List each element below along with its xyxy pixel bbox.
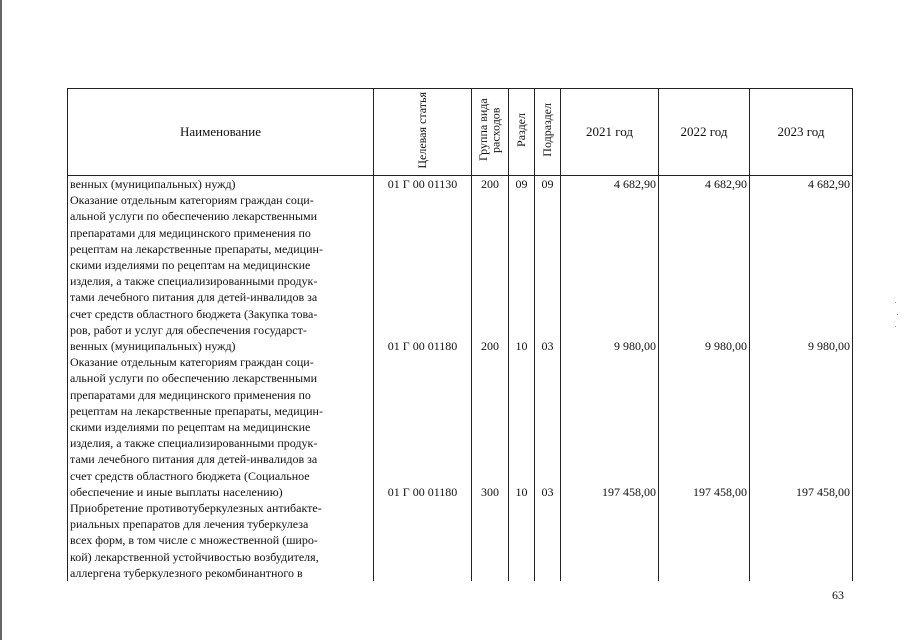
amount-2022-cell xyxy=(659,451,750,467)
subsection-cell xyxy=(535,257,561,273)
amount-2022-cell xyxy=(659,549,750,565)
table-row-line xyxy=(68,468,853,484)
table-row-line xyxy=(68,516,853,532)
table-row-line xyxy=(68,176,853,193)
amount-2022-cell xyxy=(659,289,750,305)
expense-group-cell xyxy=(472,208,509,224)
name-cell: изделия, а также специализированными продук- xyxy=(68,435,374,451)
subsection-cell xyxy=(535,306,561,322)
name-cell: рецептам на лекарственные препараты, медицин- xyxy=(68,241,374,257)
name-cell: Приобретение противотуберкулезных антибакте- xyxy=(68,500,374,516)
target-article-cell xyxy=(374,273,472,289)
expense-group-cell: 200 xyxy=(472,176,509,193)
amount-2023-cell xyxy=(750,192,853,208)
expense-group-cell xyxy=(472,500,509,516)
amount-2021-cell: 197 458,00 xyxy=(561,484,659,500)
amount-2021-cell xyxy=(561,549,659,565)
name-cell: скими изделиями по рецептам на медицинские xyxy=(68,257,374,273)
target-article-cell xyxy=(374,322,472,338)
table-row-line xyxy=(68,225,853,241)
expense-group-cell xyxy=(472,403,509,419)
name-cell: риальных препаратов для лечения туберкулеза xyxy=(68,516,374,532)
table-row-line xyxy=(68,484,853,500)
amount-2023-cell xyxy=(750,289,853,305)
amount-2022-cell: 197 458,00 xyxy=(659,484,750,500)
expense-group-cell xyxy=(472,289,509,305)
name-cell: препаратами для медицинского применения по xyxy=(68,225,374,241)
amount-2022-cell xyxy=(659,354,750,370)
subsection-cell xyxy=(535,549,561,565)
table-row-line xyxy=(68,322,853,338)
amount-2023-cell xyxy=(750,435,853,451)
amount-2022-cell: 4 682,90 xyxy=(659,176,750,193)
table-row-line xyxy=(68,273,853,289)
target-article-cell xyxy=(374,403,472,419)
table-row-line xyxy=(68,338,853,354)
subsection-cell xyxy=(535,322,561,338)
subsection-cell xyxy=(535,370,561,386)
amount-2023-cell xyxy=(750,403,853,419)
section-cell: 09 xyxy=(509,176,535,193)
name-cell: изделия, а также специализированными продук- xyxy=(68,273,374,289)
amount-2023-cell xyxy=(750,273,853,289)
subsection-cell xyxy=(535,387,561,403)
target-article-cell: 01 Г 00 01130 xyxy=(374,176,472,193)
amount-2021-cell xyxy=(561,468,659,484)
table-row-line xyxy=(68,565,853,581)
header-2021: 2021 год xyxy=(561,89,659,176)
name-cell: ров, работ и услуг для обеспечения государст- xyxy=(68,322,374,338)
expense-group-cell xyxy=(472,451,509,467)
table-row-line xyxy=(68,403,853,419)
target-article-cell: 01 Г 00 01180 xyxy=(374,484,472,500)
name-cell: альной услуги по обеспечению лекарственными xyxy=(68,208,374,224)
expense-group-cell xyxy=(472,419,509,435)
header-group-label: Группа вида расходов xyxy=(476,98,503,162)
table-row-line xyxy=(68,451,853,467)
target-article-cell xyxy=(374,451,472,467)
table-row-line xyxy=(68,306,853,322)
target-article-cell xyxy=(374,532,472,548)
header-2022: 2022 год xyxy=(659,89,750,176)
expense-group-cell xyxy=(472,322,509,338)
amount-2023-cell xyxy=(750,225,853,241)
section-cell xyxy=(509,403,535,419)
scan-specks xyxy=(895,300,899,330)
target-article-cell xyxy=(374,306,472,322)
section-cell xyxy=(509,273,535,289)
section-cell xyxy=(509,451,535,467)
name-cell: Оказание отдельным категориям граждан соци- xyxy=(68,192,374,208)
table-row-line xyxy=(68,208,853,224)
target-article-cell xyxy=(374,516,472,532)
subsection-cell xyxy=(535,225,561,241)
header-2023: 2023 год xyxy=(750,89,853,176)
amount-2023-cell xyxy=(750,370,853,386)
target-article-cell xyxy=(374,419,472,435)
expense-group-cell xyxy=(472,387,509,403)
subsection-cell xyxy=(535,419,561,435)
section-cell xyxy=(509,532,535,548)
amount-2022-cell: 9 980,00 xyxy=(659,338,750,354)
header-section xyxy=(509,89,535,176)
amount-2023-cell xyxy=(750,516,853,532)
name-cell: препаратами для медицинского применения по xyxy=(68,387,374,403)
subsection-cell xyxy=(535,241,561,257)
subsection-cell xyxy=(535,273,561,289)
amount-2021-cell xyxy=(561,257,659,273)
subsection-cell xyxy=(535,435,561,451)
name-cell: обеспечение и иные выплаты населению) xyxy=(68,484,374,500)
amount-2021-cell xyxy=(561,419,659,435)
expense-group-cell xyxy=(472,225,509,241)
amount-2022-cell xyxy=(659,468,750,484)
section-cell xyxy=(509,549,535,565)
table-row-line xyxy=(68,500,853,516)
expense-group-cell xyxy=(472,468,509,484)
name-cell: рецептам на лекарственные препараты, медицин- xyxy=(68,403,374,419)
amount-2021-cell xyxy=(561,354,659,370)
expense-group-cell xyxy=(472,565,509,581)
table-row-line xyxy=(68,532,853,548)
expense-group-cell xyxy=(472,516,509,532)
amount-2023-cell xyxy=(750,468,853,484)
amount-2023-cell xyxy=(750,208,853,224)
expense-group-cell xyxy=(472,354,509,370)
amount-2021-cell xyxy=(561,289,659,305)
header-target-article xyxy=(374,89,472,176)
amount-2023-cell: 4 682,90 xyxy=(750,176,853,193)
page-number: 63 xyxy=(832,588,844,602)
section-cell xyxy=(509,500,535,516)
amount-2021-cell xyxy=(561,241,659,257)
target-article-cell xyxy=(374,565,472,581)
target-article-cell xyxy=(374,225,472,241)
amount-2023-cell xyxy=(750,257,853,273)
section-cell xyxy=(509,354,535,370)
name-cell: венных (муниципальных) нужд) xyxy=(68,338,374,354)
expense-group-cell: 200 xyxy=(472,338,509,354)
amount-2022-cell xyxy=(659,273,750,289)
target-article-cell xyxy=(374,289,472,305)
subsection-cell: 03 xyxy=(535,484,561,500)
expense-group-cell xyxy=(472,549,509,565)
amount-2021-cell: 9 980,00 xyxy=(561,338,659,354)
name-cell: тами лечебного питания для детей-инвалидов за xyxy=(68,451,374,467)
amount-2023-cell xyxy=(750,322,853,338)
table-row-line xyxy=(68,354,853,370)
name-cell: кой) лекарственной устойчивостью возбудителя, xyxy=(68,549,374,565)
amount-2021-cell xyxy=(561,306,659,322)
amount-2022-cell xyxy=(659,322,750,338)
subsection-cell xyxy=(535,208,561,224)
expense-group-cell xyxy=(472,306,509,322)
section-cell xyxy=(509,435,535,451)
section-cell xyxy=(509,468,535,484)
scan-edge xyxy=(0,0,2,640)
amount-2023-cell xyxy=(750,354,853,370)
table-row-line xyxy=(68,370,853,386)
target-article-cell xyxy=(374,435,472,451)
amount-2023-cell: 197 458,00 xyxy=(750,484,853,500)
section-cell xyxy=(509,370,535,386)
subsection-cell: 09 xyxy=(535,176,561,193)
target-article-cell xyxy=(374,208,472,224)
amount-2022-cell xyxy=(659,532,750,548)
expense-group-cell xyxy=(472,192,509,208)
header-row xyxy=(68,89,853,176)
amount-2021-cell xyxy=(561,451,659,467)
header-subsection xyxy=(535,89,561,176)
amount-2022-cell xyxy=(659,306,750,322)
budget-table xyxy=(67,88,853,581)
section-cell xyxy=(509,387,535,403)
amount-2022-cell xyxy=(659,500,750,516)
amount-2022-cell xyxy=(659,241,750,257)
target-article-cell xyxy=(374,549,472,565)
amount-2021-cell: 4 682,90 xyxy=(561,176,659,193)
amount-2023-cell xyxy=(750,565,853,581)
amount-2022-cell xyxy=(659,208,750,224)
subsection-cell xyxy=(535,289,561,305)
amount-2022-cell xyxy=(659,257,750,273)
subsection-cell xyxy=(535,192,561,208)
section-cell xyxy=(509,289,535,305)
amount-2021-cell xyxy=(561,387,659,403)
amount-2023-cell xyxy=(750,549,853,565)
subsection-cell xyxy=(535,516,561,532)
section-cell: 10 xyxy=(509,484,535,500)
section-cell xyxy=(509,419,535,435)
name-cell: аллергена туберкулезного рекомбинантного в xyxy=(68,565,374,581)
amount-2021-cell xyxy=(561,516,659,532)
amount-2021-cell xyxy=(561,403,659,419)
table-row-line xyxy=(68,387,853,403)
expense-group-cell: 300 xyxy=(472,484,509,500)
subsection-cell xyxy=(535,451,561,467)
subsection-cell xyxy=(535,565,561,581)
amount-2022-cell xyxy=(659,435,750,451)
amount-2021-cell xyxy=(561,192,659,208)
amount-2022-cell xyxy=(659,370,750,386)
subsection-cell xyxy=(535,468,561,484)
target-article-cell xyxy=(374,241,472,257)
target-article-cell xyxy=(374,192,472,208)
amount-2021-cell xyxy=(561,565,659,581)
amount-2021-cell xyxy=(561,225,659,241)
section-cell xyxy=(509,225,535,241)
table-row-line xyxy=(68,257,853,273)
section-cell xyxy=(509,565,535,581)
section-cell xyxy=(509,208,535,224)
target-article-cell xyxy=(374,468,472,484)
expense-group-cell xyxy=(472,241,509,257)
subsection-cell xyxy=(535,403,561,419)
amount-2021-cell xyxy=(561,532,659,548)
amount-2023-cell xyxy=(750,306,853,322)
table-row-line xyxy=(68,435,853,451)
table-row-line xyxy=(68,241,853,257)
amount-2023-cell xyxy=(750,241,853,257)
section-cell xyxy=(509,257,535,273)
amount-2023-cell: 9 980,00 xyxy=(750,338,853,354)
table-row-line xyxy=(68,419,853,435)
header-section-label: Раздел xyxy=(514,113,529,147)
amount-2021-cell xyxy=(561,273,659,289)
subsection-cell: 03 xyxy=(535,338,561,354)
amount-2021-cell xyxy=(561,208,659,224)
section-cell: 10 xyxy=(509,338,535,354)
target-article-cell xyxy=(374,354,472,370)
header-expense-group xyxy=(472,89,509,176)
subsection-cell xyxy=(535,354,561,370)
amount-2022-cell xyxy=(659,419,750,435)
table-row-line xyxy=(68,549,853,565)
amount-2022-cell xyxy=(659,192,750,208)
expense-group-cell xyxy=(472,257,509,273)
target-article-cell xyxy=(374,257,472,273)
section-cell xyxy=(509,241,535,257)
section-cell xyxy=(509,306,535,322)
table-row-line xyxy=(68,289,853,305)
header-name: Наименование xyxy=(68,89,374,176)
amount-2022-cell xyxy=(659,403,750,419)
amount-2021-cell xyxy=(561,435,659,451)
target-article-cell xyxy=(374,500,472,516)
expense-group-cell xyxy=(472,370,509,386)
subsection-cell xyxy=(535,500,561,516)
amount-2023-cell xyxy=(750,500,853,516)
expense-group-cell xyxy=(472,532,509,548)
section-cell xyxy=(509,192,535,208)
amount-2023-cell xyxy=(750,419,853,435)
amount-2023-cell xyxy=(750,532,853,548)
amount-2021-cell xyxy=(561,370,659,386)
amount-2022-cell xyxy=(659,516,750,532)
amount-2021-cell xyxy=(561,322,659,338)
table-row-line xyxy=(68,192,853,208)
name-cell: тами лечебного питания для детей-инвалидов за xyxy=(68,289,374,305)
amount-2023-cell xyxy=(750,451,853,467)
section-cell xyxy=(509,516,535,532)
header-subsection-label: Подраздел xyxy=(540,103,555,157)
expense-group-cell xyxy=(472,435,509,451)
subsection-cell xyxy=(535,532,561,548)
name-cell: скими изделиями по рецептам на медицинские xyxy=(68,419,374,435)
amount-2022-cell xyxy=(659,225,750,241)
section-cell xyxy=(509,322,535,338)
name-cell: Оказание отдельным категориям граждан соци- xyxy=(68,354,374,370)
header-target-label: Целевая статья xyxy=(415,91,430,169)
amount-2021-cell xyxy=(561,500,659,516)
target-article-cell: 01 Г 00 01180 xyxy=(374,338,472,354)
amount-2022-cell xyxy=(659,387,750,403)
name-cell: счет средств областного бюджета (Закупка това- xyxy=(68,306,374,322)
name-cell: счет средств областного бюджета (Социальное xyxy=(68,468,374,484)
target-article-cell xyxy=(374,370,472,386)
name-cell: всех форм, в том числе с множественной (широ- xyxy=(68,532,374,548)
name-cell: венных (муниципальных) нужд) xyxy=(68,176,374,193)
target-article-cell xyxy=(374,387,472,403)
name-cell: альной услуги по обеспечению лекарственными xyxy=(68,370,374,386)
expense-group-cell xyxy=(472,273,509,289)
amount-2023-cell xyxy=(750,387,853,403)
amount-2022-cell xyxy=(659,565,750,581)
